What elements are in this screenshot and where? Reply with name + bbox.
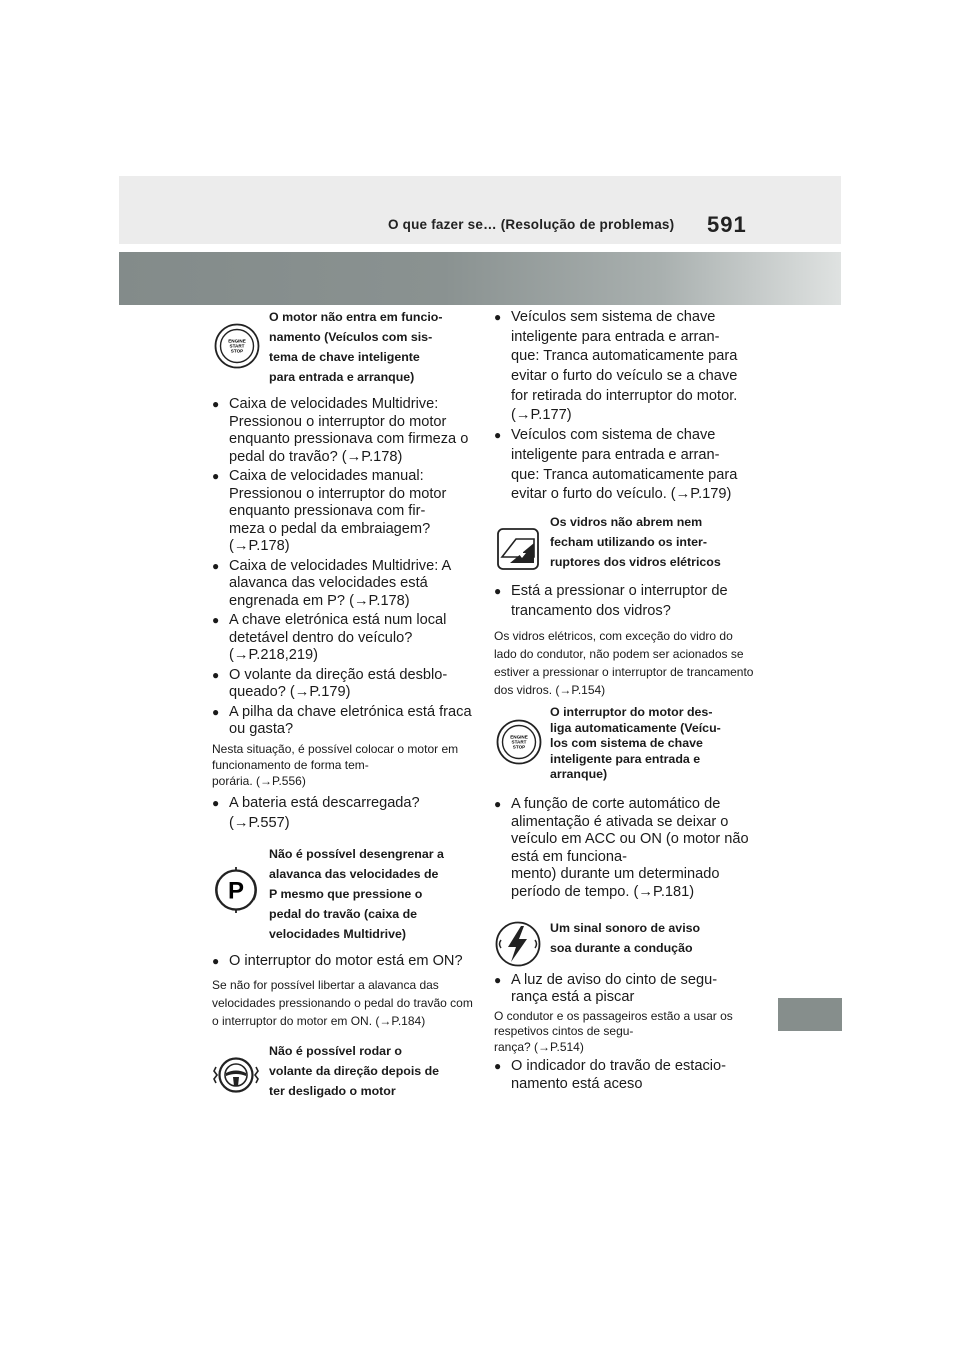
list-item: ● Está a pressionar o interruptor de trancamento dos vidros?: [494, 582, 756, 621]
list-item: ● A luz de aviso do cinto de segu- rança está a piscar: [494, 972, 756, 1007]
parking-p-icon: [212, 866, 260, 914]
list-item: ● Veículos com sistema de chave inteligente para entrada e arran- que: Tranca automaticamente para evitar o furto do veículo. (→P.179): [494, 426, 756, 505]
list-item: ● Caixa de velocidades Multidrive: A alavanca das velocidades está engrenada em P? (→P.178): [212, 558, 474, 611]
engine-not-start-heading: [212, 307, 474, 387]
engine-start-stop-icon: [214, 323, 260, 369]
list-item: ● O interruptor do motor está em ON?: [212, 952, 474, 972]
heading-text: Não é possível desengrenar a alavanca das velocidades de P mesmo que pressione o pedal do travão (caixa de velocidades Multidrive): [269, 846, 444, 942]
engine-start-stop-icon: [496, 719, 542, 765]
engine-auto-off-heading: [494, 705, 756, 782]
engine-icon-label-3: STOP: [230, 348, 244, 354]
heading-text: Os vidros não abrem nem fecham utilizando os inter- ruptores dos vidros elétricos: [550, 514, 721, 570]
section-banner: [119, 252, 841, 305]
shift-lever-heading: [212, 844, 474, 944]
section-title: O que fazer se… (Resolução de problemas): [388, 217, 675, 232]
list-item: ● A pilha da chave eletrónica está fraca ou gasta?: [212, 704, 474, 739]
list-item: ● Caixa de velocidades manual: Pressionou o interruptor do motor enquanto pressionava com fir- meza o pedal da embraiagem? (→P.178): [212, 468, 474, 556]
note-text: Os vidros elétricos, com exceção do vidro do lado do condutor, não podem ser acionados se estiver a pressionar o interruptor de trancamento dos vidros. (→P.154): [494, 628, 754, 698]
note-text: O condutor e os passageiros estão a usar os respetivos cintos de segu- rança? (→P.514): [494, 1008, 733, 1054]
window-heading: [494, 512, 756, 572]
list-item: ● O indicador do travão de estacio- namento está aceso: [494, 1058, 756, 1093]
heading-text: Não é possível rodar o volante da direção depois de ter desligado o motor: [269, 1043, 440, 1098]
heading-text: Um sinal sonoro de aviso soa durante a condução: [550, 921, 701, 956]
engine-icon-label-1: ENGINE: [510, 734, 528, 740]
buzzer-heading: [494, 918, 756, 958]
svg-text:P: P: [227, 877, 245, 905]
list-item: ● Caixa de velocidades Multidrive: Pressionou o interruptor do motor enquanto pressionava com firmeza o pedal do travão? (→P.178): [212, 396, 474, 466]
right-column: [494, 305, 756, 1093]
warning-buzzer-icon: [494, 920, 542, 968]
page-number: 591: [707, 212, 747, 237]
note-text: Nesta situação, é possível colocar o motor em funcionamento de forma tem- porária. (→P.556): [212, 741, 459, 788]
engine-icon-label-2: START: [511, 739, 527, 745]
engine-icon-label-1: ENGINE: [228, 338, 246, 344]
list-item: ● A bateria está descarregada? (→P.557): [212, 794, 474, 833]
steering-lock-icon: [212, 1051, 260, 1099]
list-item: ● O volante da direção está desblo- queado? (→P.179): [212, 667, 474, 702]
heading-text: O interruptor do motor des- liga automaticamente (Veícu- los com sistema de chave inteligente para entrada e arranque): [550, 705, 721, 781]
engine-icon-label-2: START: [229, 343, 245, 349]
left-column: [212, 305, 474, 1101]
note-text: Se não for possível libertar a alavanca das velocidades pressionando o pedal do travão com o interruptor do motor em ON. (→P.184): [212, 977, 473, 1029]
list-item: ● Veículos sem sistema de chave inteligente para entrada e arran- que: Tranca automaticamente para evitar o furto do veículo se a chave for retirada do interruptor do motor. (→P.177): [494, 308, 756, 426]
window-lock-icon: [496, 527, 540, 571]
list-item: ● A função de corte automático de alimentação é ativada se deixar o veículo em ACC ou ON (o motor não está em funciona- mento) durante um determinado período de tempo. (→P.181): [494, 796, 756, 901]
steering-heading: [212, 1041, 474, 1101]
heading-text: O motor não entra em funcio- namento (Veículos com sis- tema de chave inteligente para entrada e arranque): [269, 310, 443, 385]
engine-icon-label-3: STOP: [512, 744, 526, 750]
chapter-tab: [778, 998, 842, 1031]
list-item: ● A chave eletrónica está num local detetável dentro do veículo? (→P.218,219): [212, 612, 474, 665]
